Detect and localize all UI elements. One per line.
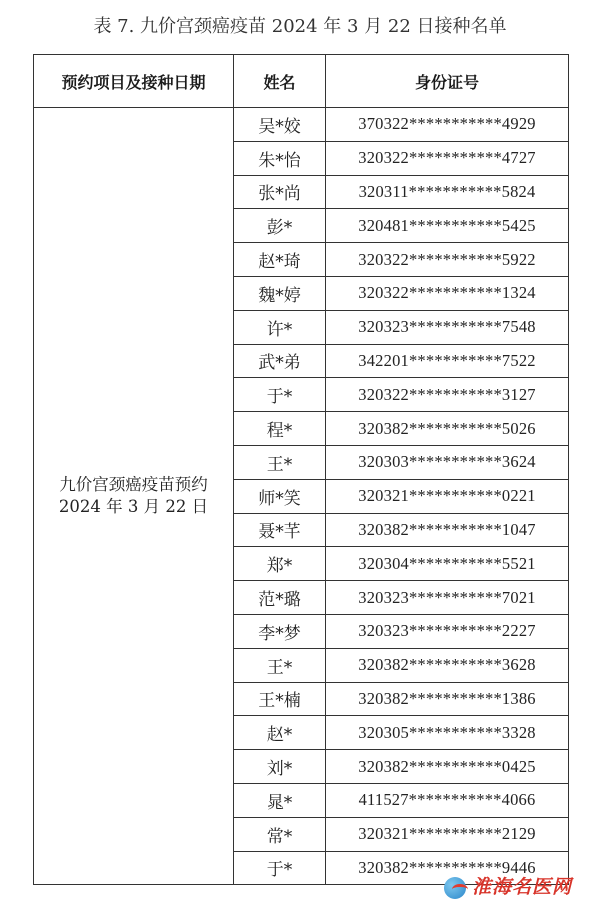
recipient-name-cell: 于*: [234, 851, 326, 885]
recipient-name-cell: 赵*: [234, 716, 326, 750]
id-number-cell: 320382***********5026: [326, 412, 569, 446]
logo-swirl-icon: [452, 884, 468, 895]
id-number-cell: 320311***********5824: [326, 175, 569, 209]
id-number-cell: 320323***********2227: [326, 614, 569, 648]
id-number-cell: 320323***********7021: [326, 581, 569, 615]
recipient-name-cell: 刘*: [234, 750, 326, 784]
vaccination-roster-table: [33, 54, 569, 885]
header-id-number: 身份证号: [326, 55, 569, 108]
recipient-name-cell: 彭*: [234, 209, 326, 243]
id-number-cell: 320321***********2129: [326, 817, 569, 851]
recipient-name-cell: 朱*怡: [234, 141, 326, 175]
id-number-cell: 370322***********4929: [326, 108, 569, 142]
recipient-name-cell: 武*弟: [234, 344, 326, 378]
id-number-cell: 320322***********4727: [326, 141, 569, 175]
id-number-cell: 320322***********5922: [326, 243, 569, 277]
recipient-name-cell: 许*: [234, 310, 326, 344]
recipient-name-cell: 李*梦: [234, 614, 326, 648]
recipient-name-cell: 常*: [234, 817, 326, 851]
recipient-name-cell: 范*璐: [234, 581, 326, 615]
id-number-cell: 320382***********3628: [326, 648, 569, 682]
header-name: 姓名: [234, 55, 326, 108]
id-number-cell: 320321***********0221: [326, 479, 569, 513]
recipient-name-cell: 吴*姣: [234, 108, 326, 142]
table-row: [34, 108, 569, 142]
recipient-name-cell: 聂*芊: [234, 513, 326, 547]
document-title: 表 7. 九价宫颈癌疫苗 2024 年 3 月 22 日接种名单: [93, 16, 507, 37]
id-number-cell: 320481***********5425: [326, 209, 569, 243]
id-number-cell: 320304***********5521: [326, 547, 569, 581]
recipient-name-cell: 于*: [234, 378, 326, 412]
recipient-name-cell: 赵*琦: [234, 243, 326, 277]
id-number-cell: 320323***********7548: [326, 310, 569, 344]
recipient-name-cell: 王*: [234, 445, 326, 479]
id-number-cell: 411527***********4066: [326, 783, 569, 817]
id-number-cell: 320305***********3328: [326, 716, 569, 750]
id-number-cell: 320382***********9446: [326, 851, 569, 885]
site-watermark-logo: [444, 874, 594, 900]
id-number-cell: 320382***********1386: [326, 682, 569, 716]
project-name: 九价宫颈癌疫苗预约: [59, 475, 208, 495]
id-number-cell: 320322***********1324: [326, 276, 569, 310]
recipient-name-cell: 郑*: [234, 547, 326, 581]
id-number-cell: 342201***********7522: [326, 344, 569, 378]
id-number-cell: 320382***********0425: [326, 750, 569, 784]
recipient-name-cell: 师*笑: [234, 479, 326, 513]
recipient-name-cell: 晁*: [234, 783, 326, 817]
table-header-row: [34, 55, 569, 108]
recipient-name-cell: 王*: [234, 648, 326, 682]
recipient-name-cell: 程*: [234, 412, 326, 446]
id-number-cell: 320303***********3624: [326, 445, 569, 479]
watermark-text: 淮海名医网: [472, 876, 573, 898]
recipient-name-cell: 魏*婷: [234, 276, 326, 310]
recipient-name-cell: 王*楠: [234, 682, 326, 716]
project-cell: [34, 108, 234, 885]
header-project: 预约项目及接种日期: [34, 55, 234, 108]
table-body: [34, 108, 569, 885]
id-number-cell: 320322***********3127: [326, 378, 569, 412]
project-date: 2024 年 3 月 22 日: [58, 497, 209, 517]
id-number-cell: 320382***********1047: [326, 513, 569, 547]
recipient-name-cell: 张*尚: [234, 175, 326, 209]
